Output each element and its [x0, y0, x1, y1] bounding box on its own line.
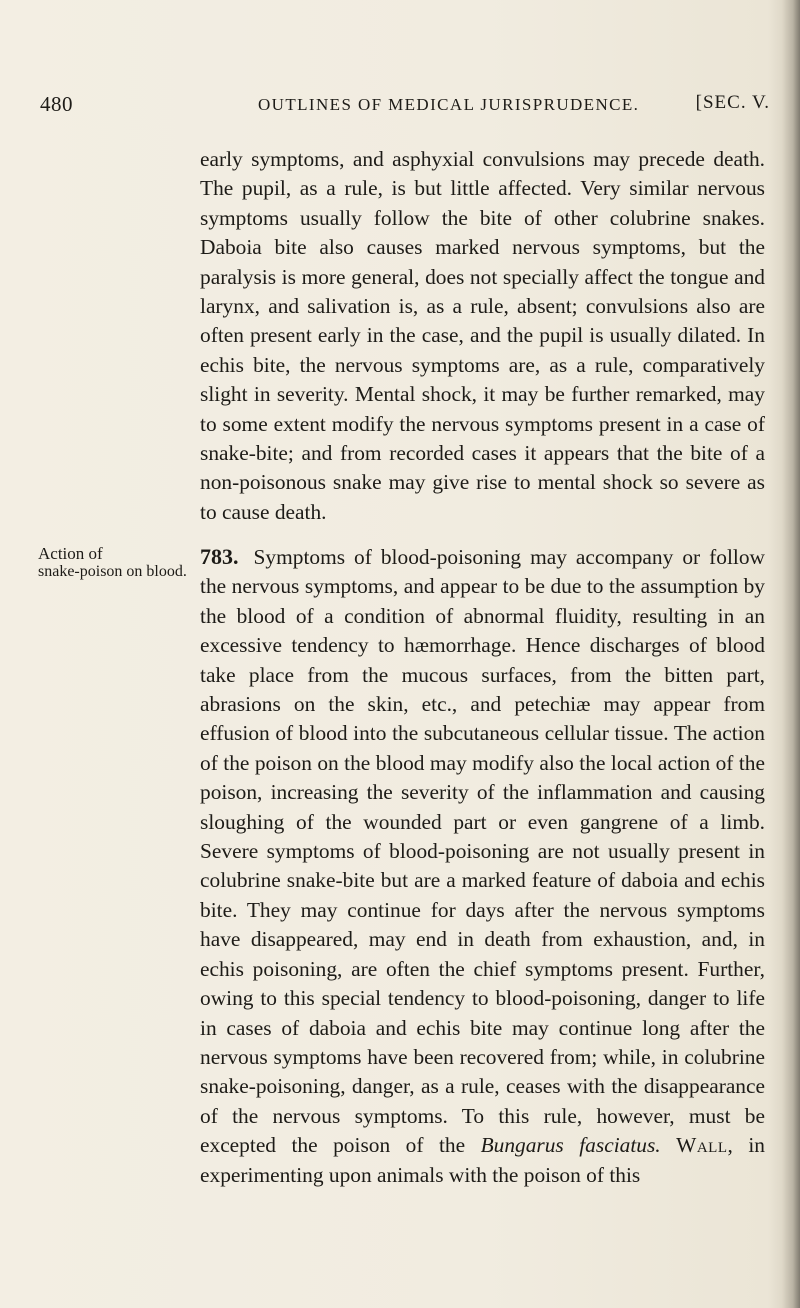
page-number: 480 [40, 92, 73, 116]
margin-sidenote [38, 545, 193, 580]
sidenote-line-2: snake-poison on blood. [38, 563, 187, 580]
running-head-section: [SEC. V. [695, 92, 770, 113]
paragraph-783-text: Symptoms of blood-poisoning may accompany or follow the nervous symptoms, and appear to be due to the assumption by the blood of a condition of abnormal fluidity, resulting in an excessive tendency to hæmorrhage. Hence discharges of blood take place from the mucous surfaces, from the bitten part, abrasions on the skin, etc., and petechiæ may appear from effusion of blood into the subcutaneous cellular tissue. The action of the poison on the blood may modify also the local action of the poison, increasing the severity of the inflammation and causing sloughing of the wounded part or even gangrene of a limb. Severe symptoms of blood-poisoning are not usually present in colubrine snake-bite but are a marked feature of daboia and echis bite. They may continue for days after the nervous symptoms have disappeared, may end in death from exhaustion, and, in echis poisoning, are often the chief symptoms present. Further, owing to this special tendency to blood-poisoning, danger to life in cases of daboia and echis bite may continue long after the nervous symptoms have been recovered from; while, in colubrine snake-poisoning, danger, as a rule, ceases with the disappearance of the nervous symptoms. To this rule, however, must be excepted the poison of the [200, 545, 765, 1158]
page-edge-shadow [782, 0, 800, 1308]
author-name: Wall [676, 1133, 728, 1158]
running-head-title: OUTLINES OF MEDICAL JURISPRUDENCE. [258, 95, 640, 114]
paragraph-783 [200, 542, 765, 1190]
species-name: Bungarus fasciatus. [480, 1133, 661, 1158]
sidenote-line-1: Action of [38, 544, 103, 563]
continuation-paragraph: early symptoms, and asphyxial convulsions may precede death. The pupil, as a rule, is but little affected. Very similar nervous symptoms usually follow the bite of other colubrine snakes. Daboia bite also causes marked nervous symptoms, but the paralysis is more general, does not specially affect the tongue and larynx, and salivation is, as a rule, absent; convulsions also are often present early in the case, and the pupil is usually dilated. In echis bite, the nervous symptoms are, as a rule, comparatively slight in severity. Mental shock, it may be further remarked, may to some extent modify the nervous symptoms present in a case of snake-bite; and from recorded cases it appears that the bite of a non-poisonous snake may give rise to mental shock so severe as to cause death. [200, 147, 765, 524]
paragraph-number: 783. [200, 544, 239, 569]
paragraph-783-tail: , in experimenting upon animals with the poison of this [200, 1133, 765, 1187]
running-head [40, 92, 770, 120]
